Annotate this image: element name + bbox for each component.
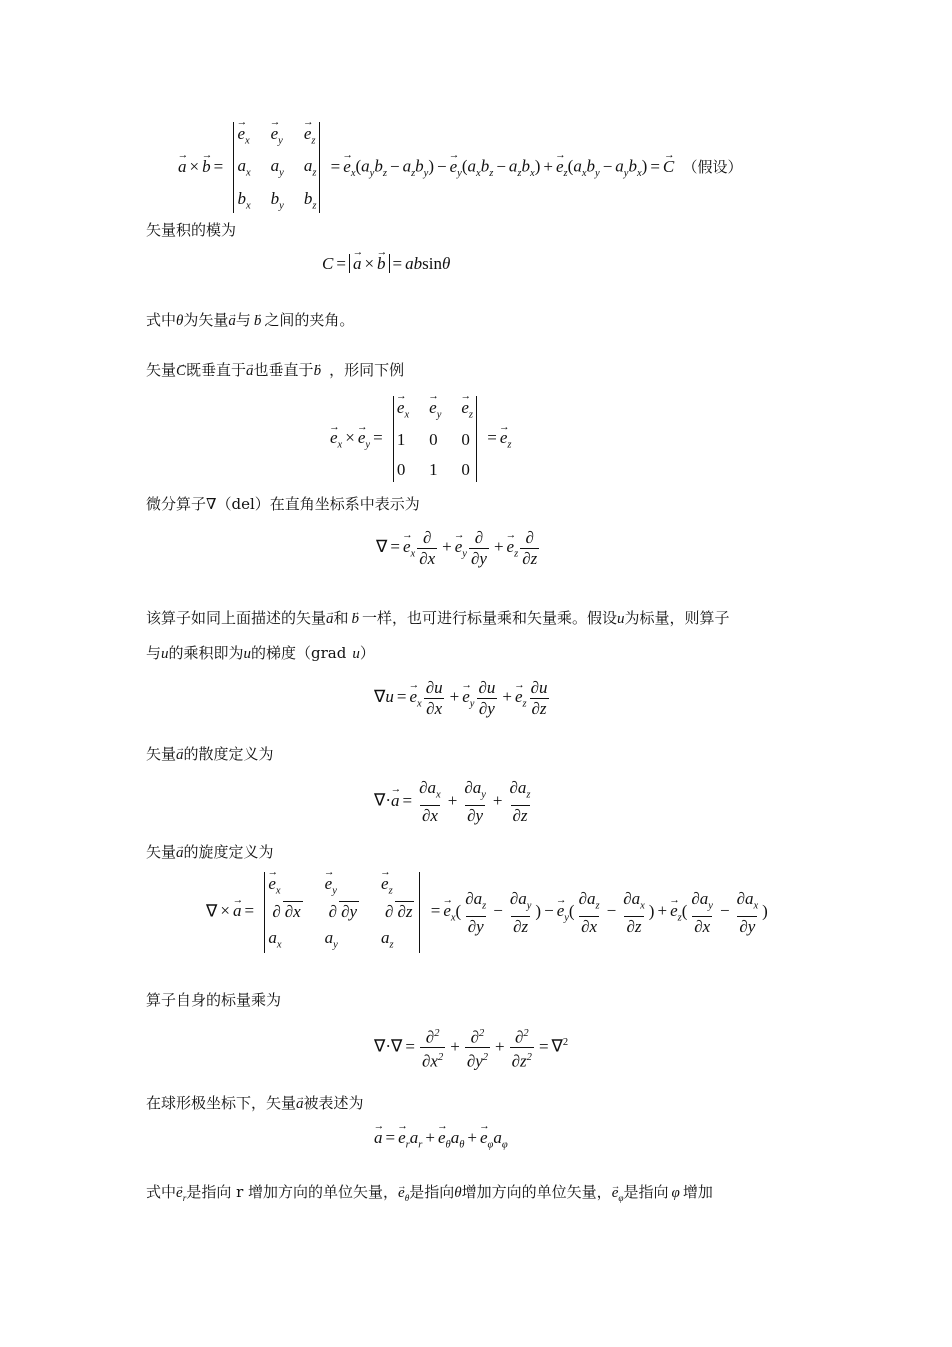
equation-laplacian: ∇·∇ = $\frac{\partial^2}{\partial x^2}$ + $\frac{\partial^2}{\partial y^2}$ + $\frac{\partial^2}{\partial z^2}$ = ∇$^2$: [374, 1027, 569, 1071]
equation-cross-product: → a ×→ b = → $e_x$ → $e_y$ → $e_z$ $a_x$ $a_y$ $a_z$ $b_x$ $b_y$ $b_z$ =→ $e_x(a_yb_z - a_zb_y) -\to e_y(a_xb_z - a_zb_x) +\to e_z(a_xb_y - a_yb_x) =\to C$ （假设）: [178, 122, 743, 213]
text-line: 矢量→ C既垂直于→ a也垂直于→ b ，形同下例: [146, 360, 404, 381]
text-line: 与u的乘积即为u的梯度（grad u）: [146, 644, 375, 662]
text-line: 式中θ为矢量→ a与→ b 之间的夹角。: [146, 310, 354, 331]
assumption-note: （假设）: [682, 157, 743, 176]
text-line: 在球形极坐标下，矢量→ a被表述为: [146, 1093, 364, 1114]
equation-magnitude: C =→ a ×→ b = absinθ: [322, 254, 450, 274]
text-line: 该算子如同上面描述的矢量→ a和→ b 一样，也可进行标量乘和矢量乘。假设u为标量，则算子: [146, 608, 730, 629]
text-line: 矢量积的模为: [146, 221, 237, 239]
equation-spherical-vector: → $a =\to e_ra_r +\to e_\theta a_\theta +\to e_\varphi a_\varphi$: [374, 1128, 508, 1150]
equation-gradient: $\nabla u =\to e_x$ $\frac{\partial u}{\partial x}$ +→ $e_y$ $\frac{\partial u}{\partial y}$ +→ $e_z$ $\frac{\partial u}{\partial z}$: [374, 678, 552, 718]
text-line: 微分算子∇（del）在直角坐标系中表示为: [146, 495, 420, 513]
equation-del-operator: ∇ =→ $e_x$ $\frac{\partial}{\partial x}$ +→ $e_y$ $\frac{\partial}{\partial y}$ +→ $e_z$ $\frac{\partial}{\partial z}$: [376, 528, 541, 568]
text-line: 矢量→ a的散度定义为: [146, 744, 274, 765]
text-line: 算子自身的标量乘为: [146, 991, 282, 1009]
text-line: 矢量→ a的旋度定义为: [146, 842, 274, 863]
equation-divergence: ∇·→ a = $\frac{\partial a_x}{\partial x}$ + $\frac{\partial a_y}{\partial y}$ + $\frac{\partial a_z}{\partial z}$: [374, 778, 535, 825]
text-line: 式中→ $e_r$是指向 r 增加方向的单位矢量，→ $e_\theta$是指向θ增加方向的单位矢量，→ $e_\varphi$是指向 φ 增加: [146, 1182, 713, 1209]
equation-unit-cross: → $e_x \times\to e_y$ = → $e_x$ → $e_y$ → $e_z$ 1 0 0 0 1 0 =→ $e_z$: [330, 396, 512, 482]
equation-curl: ∇ ×→ a = → $e_x$ → $e_y$ → $e_z$ ∂ ∂x ∂ ∂y ∂ ∂z $a_x$ $a_y$ $a_z$ =→ $e_x$( $\frac{\partial a_z}{\partial y}$ − $\frac{\partial a_y}{\partial z}$ ) −→ $e_y$( $\frac{\partial a_z}{\partial x}$ − $\frac{\partial a_x}{\partial z}$ ) +→ $e_z$( $\frac{\partial a_y}{\partial x}$ − $\frac{\partial a_x}{\partial y}$ ): [206, 872, 768, 953]
